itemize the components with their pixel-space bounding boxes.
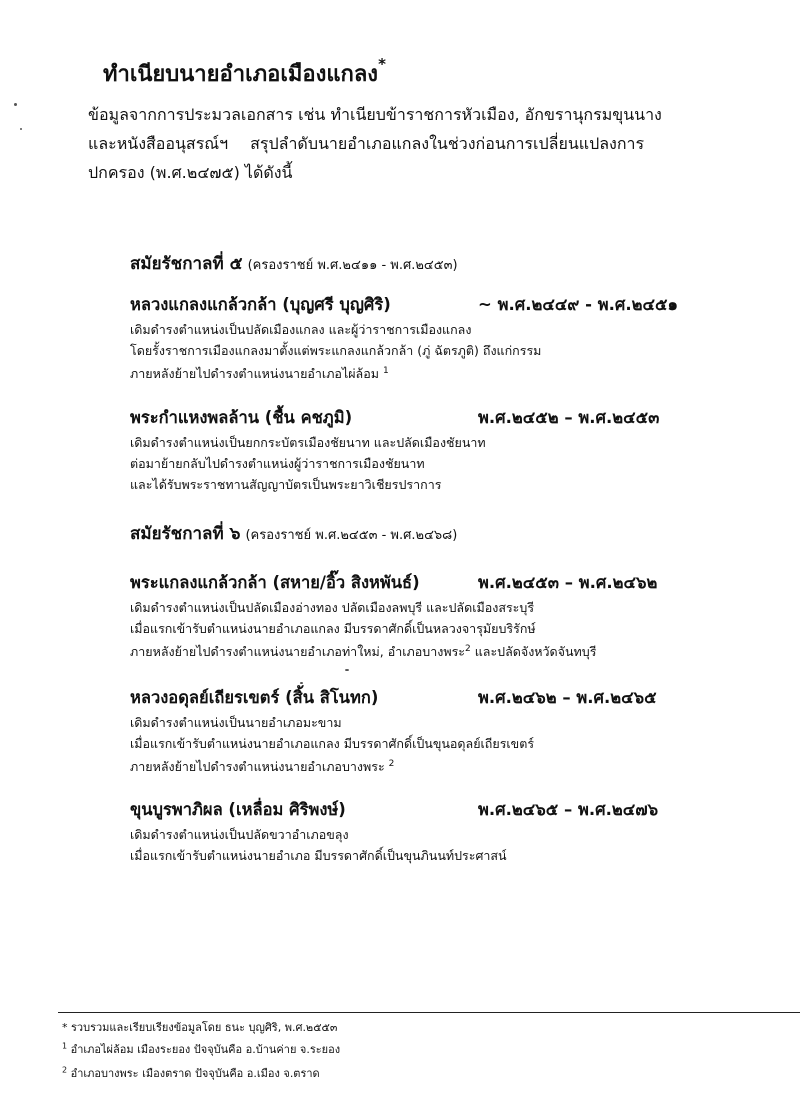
page-title xyxy=(103,56,386,91)
intro-line-2 xyxy=(88,129,728,158)
description-line: ภายหลังย้ายไปดำรงตำแหน่งนายอำเภอท่าใหม่, อำเภอบางพระ$^2$ และปลัดจังหวัดจันทบุรี xyxy=(130,644,597,660)
governor-description xyxy=(130,597,710,662)
description-line: เมื่อแรกเข้ารับตำแหน่งนายอำเภอ มีบรรดาศักดิ์เป็นขุนภินนท์ประศาสน์ xyxy=(130,848,507,863)
intro-line-1: ข้อมูลจากการประมวลเอกสาร เช่น ทำเนียบข้าราชการหัวเมือง, อักขรานุกรมขุนนาง xyxy=(88,105,662,124)
scan-speck xyxy=(20,128,22,130)
description-line: และได้รับพระราชทานสัญญาบัตรเป็นพระยาวิเชียรปราการ xyxy=(130,477,442,492)
governor-term: พ.ศ.๒๔๖๒ – พ.ศ.๒๔๖๕ xyxy=(478,688,657,707)
governor-description xyxy=(130,319,710,384)
title-text: ทำเนียบนายอำเภอเมืองแกลง xyxy=(103,62,379,87)
reign-name: สมัยรัชกาลที่ ๖ xyxy=(130,524,241,544)
footnote-divider xyxy=(58,1012,800,1013)
governor-description xyxy=(130,824,710,866)
description-line: เดิมดำรงตำแหน่งเป็นนายอำเภอมะขาม xyxy=(130,715,342,730)
governor-description xyxy=(130,712,710,777)
description-line: เมื่อแรกเข้ารับตำแหน่งนายอำเภอแกลง มีบรรดาศักดิ์เป็นขุนอดุลย์เถียรเขตร์ xyxy=(130,736,535,751)
governor-description xyxy=(130,432,710,495)
governor-term: พ.ศ.๒๔๕๓ – พ.ศ.๒๔๖๒ xyxy=(478,573,658,592)
footnote-text: รวบรวมและเรียบเรียงข้อมูลโดย ธนะ บุญศิริ, พ.ศ.๒๕๕๓ xyxy=(71,1021,338,1034)
governor-entry xyxy=(130,570,710,662)
description-line: โดยรั้งราชการเมืองแกลงมาตั้งแต่พระแกลงแกล้วกล้า (ภู่ ฉัตรภูติ) ถึงแก่กรรม xyxy=(130,343,542,358)
footnote xyxy=(62,1040,340,1058)
governor-name: พระกำแหงพลล้าน (ชื้น คชภูมิ) xyxy=(130,408,353,427)
footnote xyxy=(62,1018,337,1036)
governor-term: ~ พ.ศ.๒๔๔๙ - พ.ศ.๒๔๕๑ xyxy=(478,295,678,314)
governor-name: พระแกลงแกล้วกล้า (สหาย/อิ๊ว สิงหพันธ์) xyxy=(130,573,420,592)
scan-speck xyxy=(14,103,17,106)
description-line: เดิมดำรงตำแหน่งเป็นปลัดขวาอำเภอขลุง xyxy=(130,827,349,842)
reign-name: สมัยรัชกาลที่ ๕ xyxy=(130,254,243,274)
description-line: เมื่อแรกเข้ารับตำแหน่งนายอำเภอแกลง มีบรรดาศักดิ์เป็นหลวงจารุมัยบริรักษ์ xyxy=(130,621,536,636)
intro-line-2-end: สรุปลำดับนายอำเภอแกลงในช่วงก่อนการเปลี่ยนแปลงการ xyxy=(250,134,645,153)
governor-name: ขุนบูรพาภิผล (เหลื่อม ศิริพงษ์) xyxy=(130,800,346,819)
intro-paragraph xyxy=(88,100,728,187)
title-footnote-mark: * xyxy=(378,54,386,73)
governor-entry xyxy=(130,685,710,777)
description-line: เดิมดำรงตำแหน่งเป็นปลัดเมืองอ่างทอง ปลัดเมืองลพบุรี และปลัดเมืองสระบุรี xyxy=(130,600,535,615)
footnote xyxy=(62,1064,320,1082)
reign-heading-6 xyxy=(130,520,457,547)
description-line: ต่อมาย้ายกลับไปดำรงตำแหน่งผู้ว่าราชการเมืองชัยนาท xyxy=(130,456,425,471)
footnote-mark: * xyxy=(62,1021,68,1034)
footnote-text: อำเภอไผ่ล้อม เมืองระยอง ปัจจุบันคือ อ.บ้านค่าย จ.ระยอง xyxy=(70,1043,341,1056)
intro-line-3: ปกครอง (พ.ศ.๒๔๗๕) ได้ดังนี้ xyxy=(88,163,293,182)
footnote-ref: 1 xyxy=(382,366,389,376)
footnote-ref: 2 xyxy=(388,759,395,769)
footnote-text: อำเภอบางพระ เมืองตราด ปัจจุบันคือ อ.เมือง จ.ตราด xyxy=(70,1067,320,1080)
description-line: เดิมดำรงตำแหน่งเป็นยกกระบัตรเมืองชัยนาท และปลัดเมืองชัยนาท xyxy=(130,435,486,450)
description-line: ภายหลังย้ายไปดำรงตำแหน่งนายอำเภอไผ่ล้อม $^1$ xyxy=(130,366,389,382)
footnote-mark: 2 xyxy=(62,1065,68,1075)
footnote-mark: 1 xyxy=(62,1041,68,1051)
reign-range: (ครองราชย์ พ.ศ.๒๔๕๓ - พ.ศ.๒๔๖๘) xyxy=(245,528,458,543)
governor-term: พ.ศ.๒๔๕๒ – พ.ศ.๒๔๕๓ xyxy=(478,408,660,427)
governor-term: พ.ศ.๒๔๖๕ – พ.ศ.๒๔๗๖ xyxy=(478,800,659,819)
governor-entry xyxy=(130,405,710,495)
scan-speck xyxy=(300,682,303,684)
description-line: เดิมดำรงตำแหน่งเป็นปลัดเมืองแกลง และผู้ว่าราชการเมืองแกลง xyxy=(130,322,472,337)
governor-entry xyxy=(130,797,710,866)
reign-range: (ครองราชย์ พ.ศ.๒๔๑๑ - พ.ศ.๒๔๕๓) xyxy=(247,258,458,273)
governor-name: หลวงอดุลย์เถียรเขตร์ (สิ้น สิโนทก) xyxy=(130,688,379,707)
governor-entry xyxy=(130,292,710,384)
footnote-ref: 2 xyxy=(465,644,471,654)
description-line: ภายหลังย้ายไปดำรงตำแหน่งนายอำเภอบางพระ $^2$ xyxy=(130,759,395,775)
intro-line-2-start: และหนังสืออนุสรณ์ฯ xyxy=(88,134,229,153)
governor-name: หลวงแกลงแกล้วกล้า (บุญศรี บุญศิริ) xyxy=(130,295,391,314)
reign-heading-5 xyxy=(130,250,458,277)
scan-speck xyxy=(345,669,349,671)
